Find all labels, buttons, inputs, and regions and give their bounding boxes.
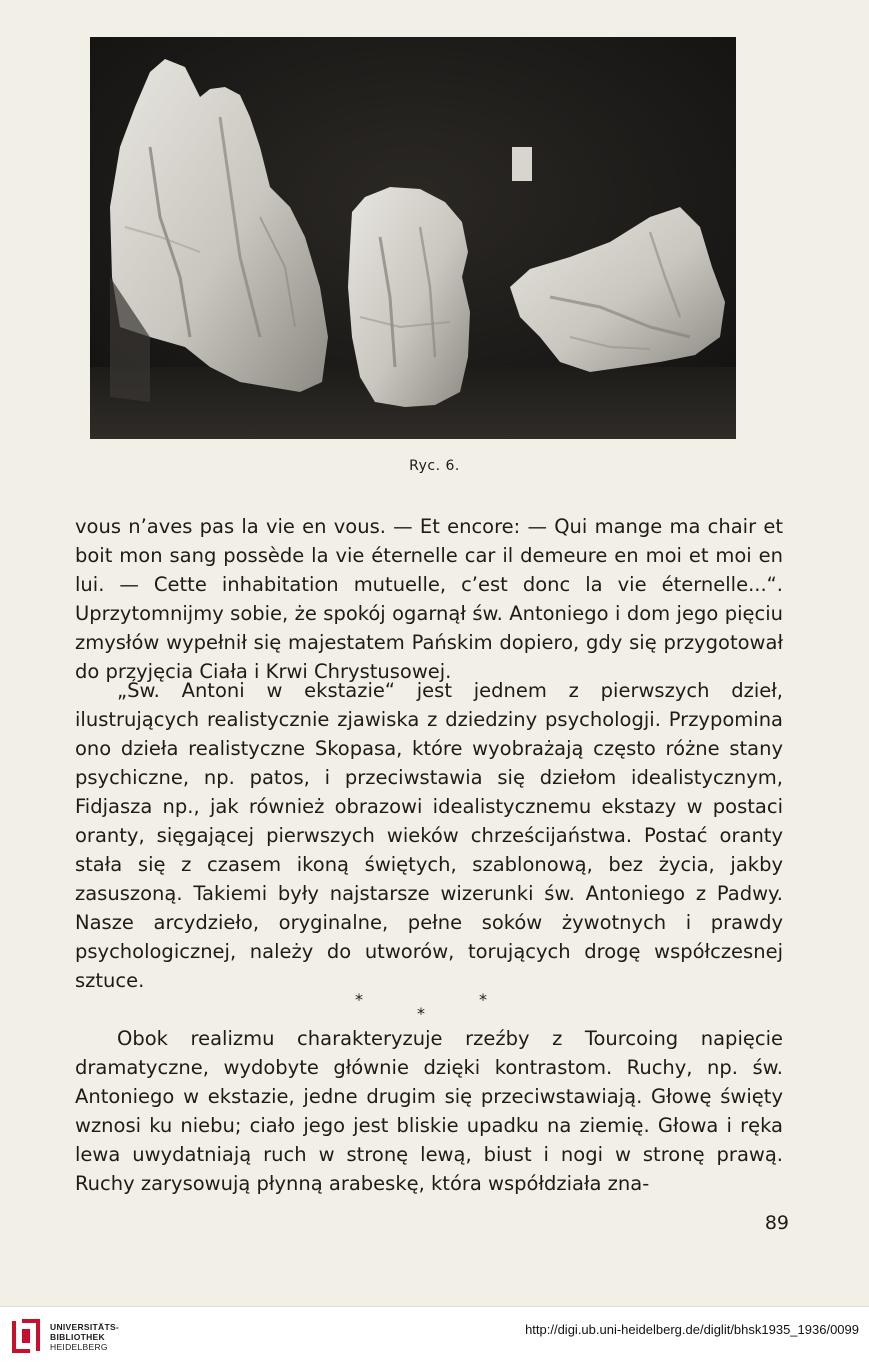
- library-name: [50, 1322, 119, 1352]
- figure-caption: Ryc. 6.: [409, 458, 460, 474]
- paragraph-2: „Św. Antoni w ekstazie“ jest jednem z pierwszych dzieł, ilustrujących realistycznie zjawiska z dziedziny psychologji. Przypomina ono dzieła realistyczne Skopasa, które wyobrażają często różne stany psychiczne, np. patos, i przeciwstawia się dziełom idealistycznym, Fidjasza np., jak również obrazowi idealistycznemu ekstazy w postaci oranty, sięgającej pierwszych wieków chrześcijaństwa. Postać oranty stała się z czasem ikoną świętych, szablonową, bez życia, jakby zasuszoną. Takiemi były najstarsze wizerunki św. Antoniego z Padwy. Nasze arcydzieło, oryginalne, pełne soków żywotnych i prawdy psychologicznej, należy do utworów, torujących drogę współczesnej sztuce.: [75, 679, 783, 992]
- middle-sculpture: [348, 187, 470, 407]
- small-fragment: [512, 147, 532, 181]
- page-number: 89: [764, 1212, 789, 1234]
- library-name-line: HEIDELBERG: [50, 1342, 108, 1352]
- library-name-line: BIBLIOTHEK: [50, 1332, 105, 1342]
- separator-star: *: [355, 990, 363, 1009]
- permalink-url[interactable]: http://digi.ub.uni-heidelberg.de/diglit/bhsk1935_1936/0099: [525, 1322, 859, 1337]
- sculpture-photo-drawing: [90, 37, 736, 439]
- paragraph-1: vous n’aves pas la vie en vous. — Et encore: — Qui mange ma chair et boit mon sang possède la vie éternelle car il demeure en moi et moi en lui. — Cette inhabitation mutuelle, c’est donc la vie éternelle...“. Uprzytomnijmy sobie, że spokój ogarnął św. Antoniego i dom jego pięciu zmysłów wypełnił się majestatem Pańskim dopiero, gdy się przygotował do przyjęcia Ciała i Krwi Chrystusowej.: [75, 515, 783, 683]
- paragraph-3: Obok realizmu charakteryzuje rzeźby z Tourcoing napięcie dramatyczne, wydobyte głównie dzięki kontrastom. Ruchy, np. św. Antoniego w ekstazie, jedne drugim się przeciwstawiają. Głowę święty wznosi ku niebu; ciało jego jest bliskie upadku na ziemię. Głowa i ręka lewa uwydatniają ruch w stronę lewą, biust i nogi w stronę prawą. Ruchy zarysowują płynną arabeskę, która współdziała zna-: [75, 1027, 783, 1195]
- digitization-footer: [0, 1306, 869, 1370]
- sculpture-photograph: [90, 37, 736, 439]
- separator-star: *: [417, 1004, 425, 1023]
- separator-star: *: [479, 990, 487, 1009]
- section-separator: [355, 990, 495, 1023]
- library-name-line: UNIVERSITÄTS-: [50, 1322, 120, 1332]
- library-logo-icon: [10, 1317, 44, 1361]
